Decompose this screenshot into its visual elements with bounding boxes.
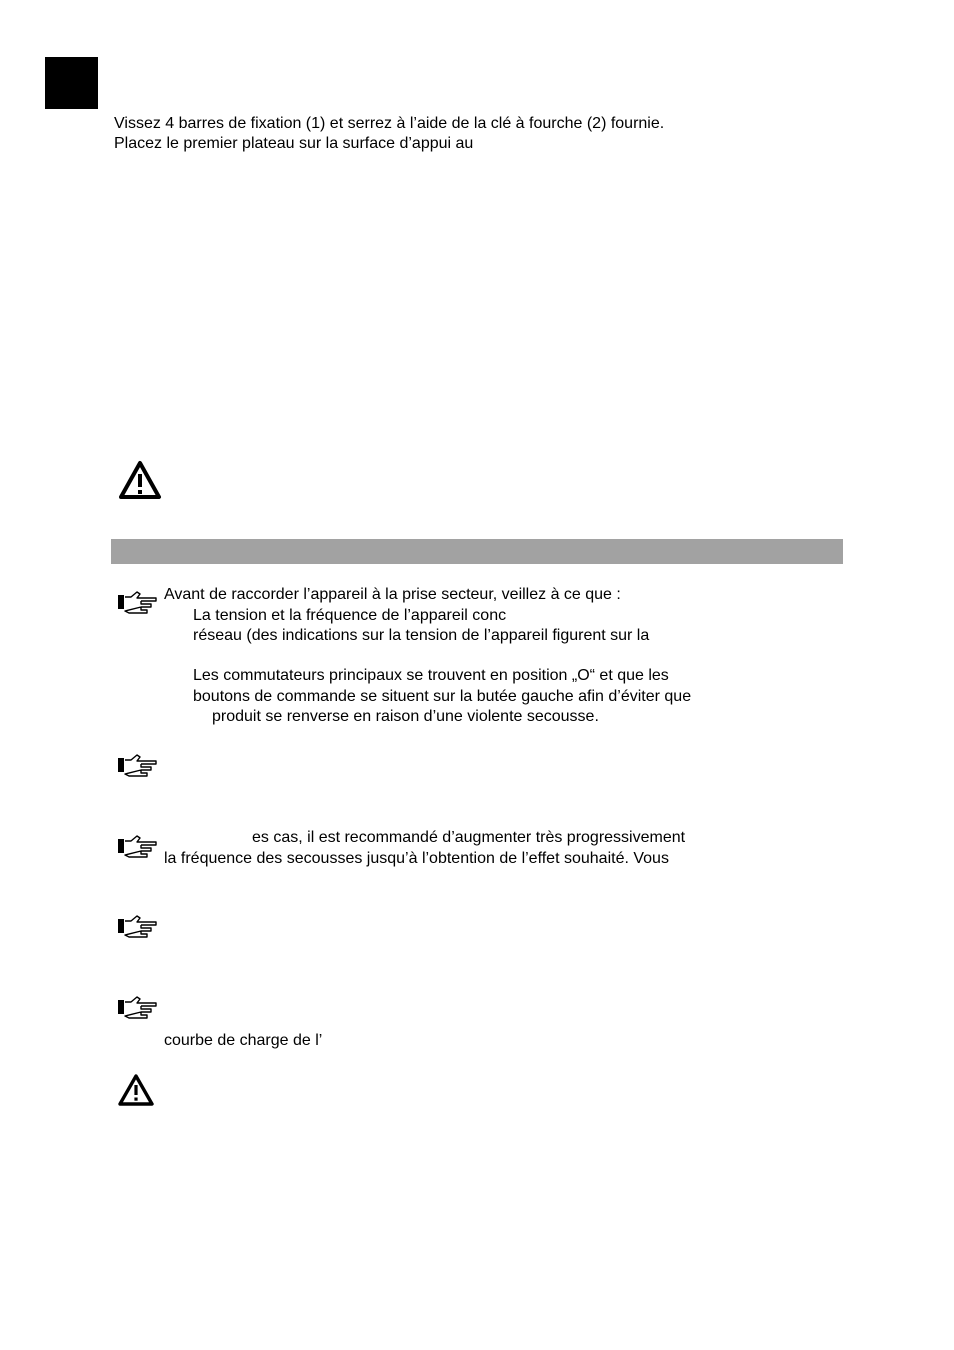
item-5-line-2: courbe de charge de l’ <box>164 1032 323 1049</box>
pointing-hand-icon <box>117 833 159 859</box>
pointing-hand-icon <box>117 752 159 778</box>
item-3-line-1: es cas, il est recommandé d’augmenter très progressivement <box>252 829 686 846</box>
item-1-bullet-1-line-2: réseau (des indications sur la tension de l’appareil figurent sur la <box>193 627 650 644</box>
warning-triangle-icon <box>118 1074 154 1106</box>
section-header-bar <box>111 539 843 564</box>
intro-line-2: Placez le premier plateau sur la surface d’appui au <box>114 135 474 152</box>
pointing-hand-icon <box>117 994 159 1020</box>
item-1-lead: Avant de raccorder l’appareil à la prise secteur, veillez à ce que : <box>164 586 621 603</box>
intro-line-1: Vissez 4 barres de fixation (1) et serrez à l’aide de la clé à fourche (2) fournie. <box>114 115 665 132</box>
item-1-bullet-2-line-2: boutons de commande se situent sur la butée gauche afin d’éviter que <box>193 688 692 705</box>
item-1-bullet-2-line-1: Les commutateurs principaux se trouvent en position „O“ et que les <box>193 667 669 684</box>
language-tab-block <box>45 57 98 109</box>
pointing-hand-icon <box>117 913 159 939</box>
pointing-hand-icon <box>117 589 159 615</box>
item-1-bullet-1-line-1: La tension et la fréquence de l’appareil conc <box>193 607 507 624</box>
item-1-bullet-2-line-3: produit se renverse en raison d’une violente secousse. <box>212 708 599 725</box>
item-3-line-2: la fréquence des secousses jusqu’à l’obtention de l’effet souhaité. Vous <box>164 850 669 867</box>
warning-triangle-icon <box>118 460 162 500</box>
